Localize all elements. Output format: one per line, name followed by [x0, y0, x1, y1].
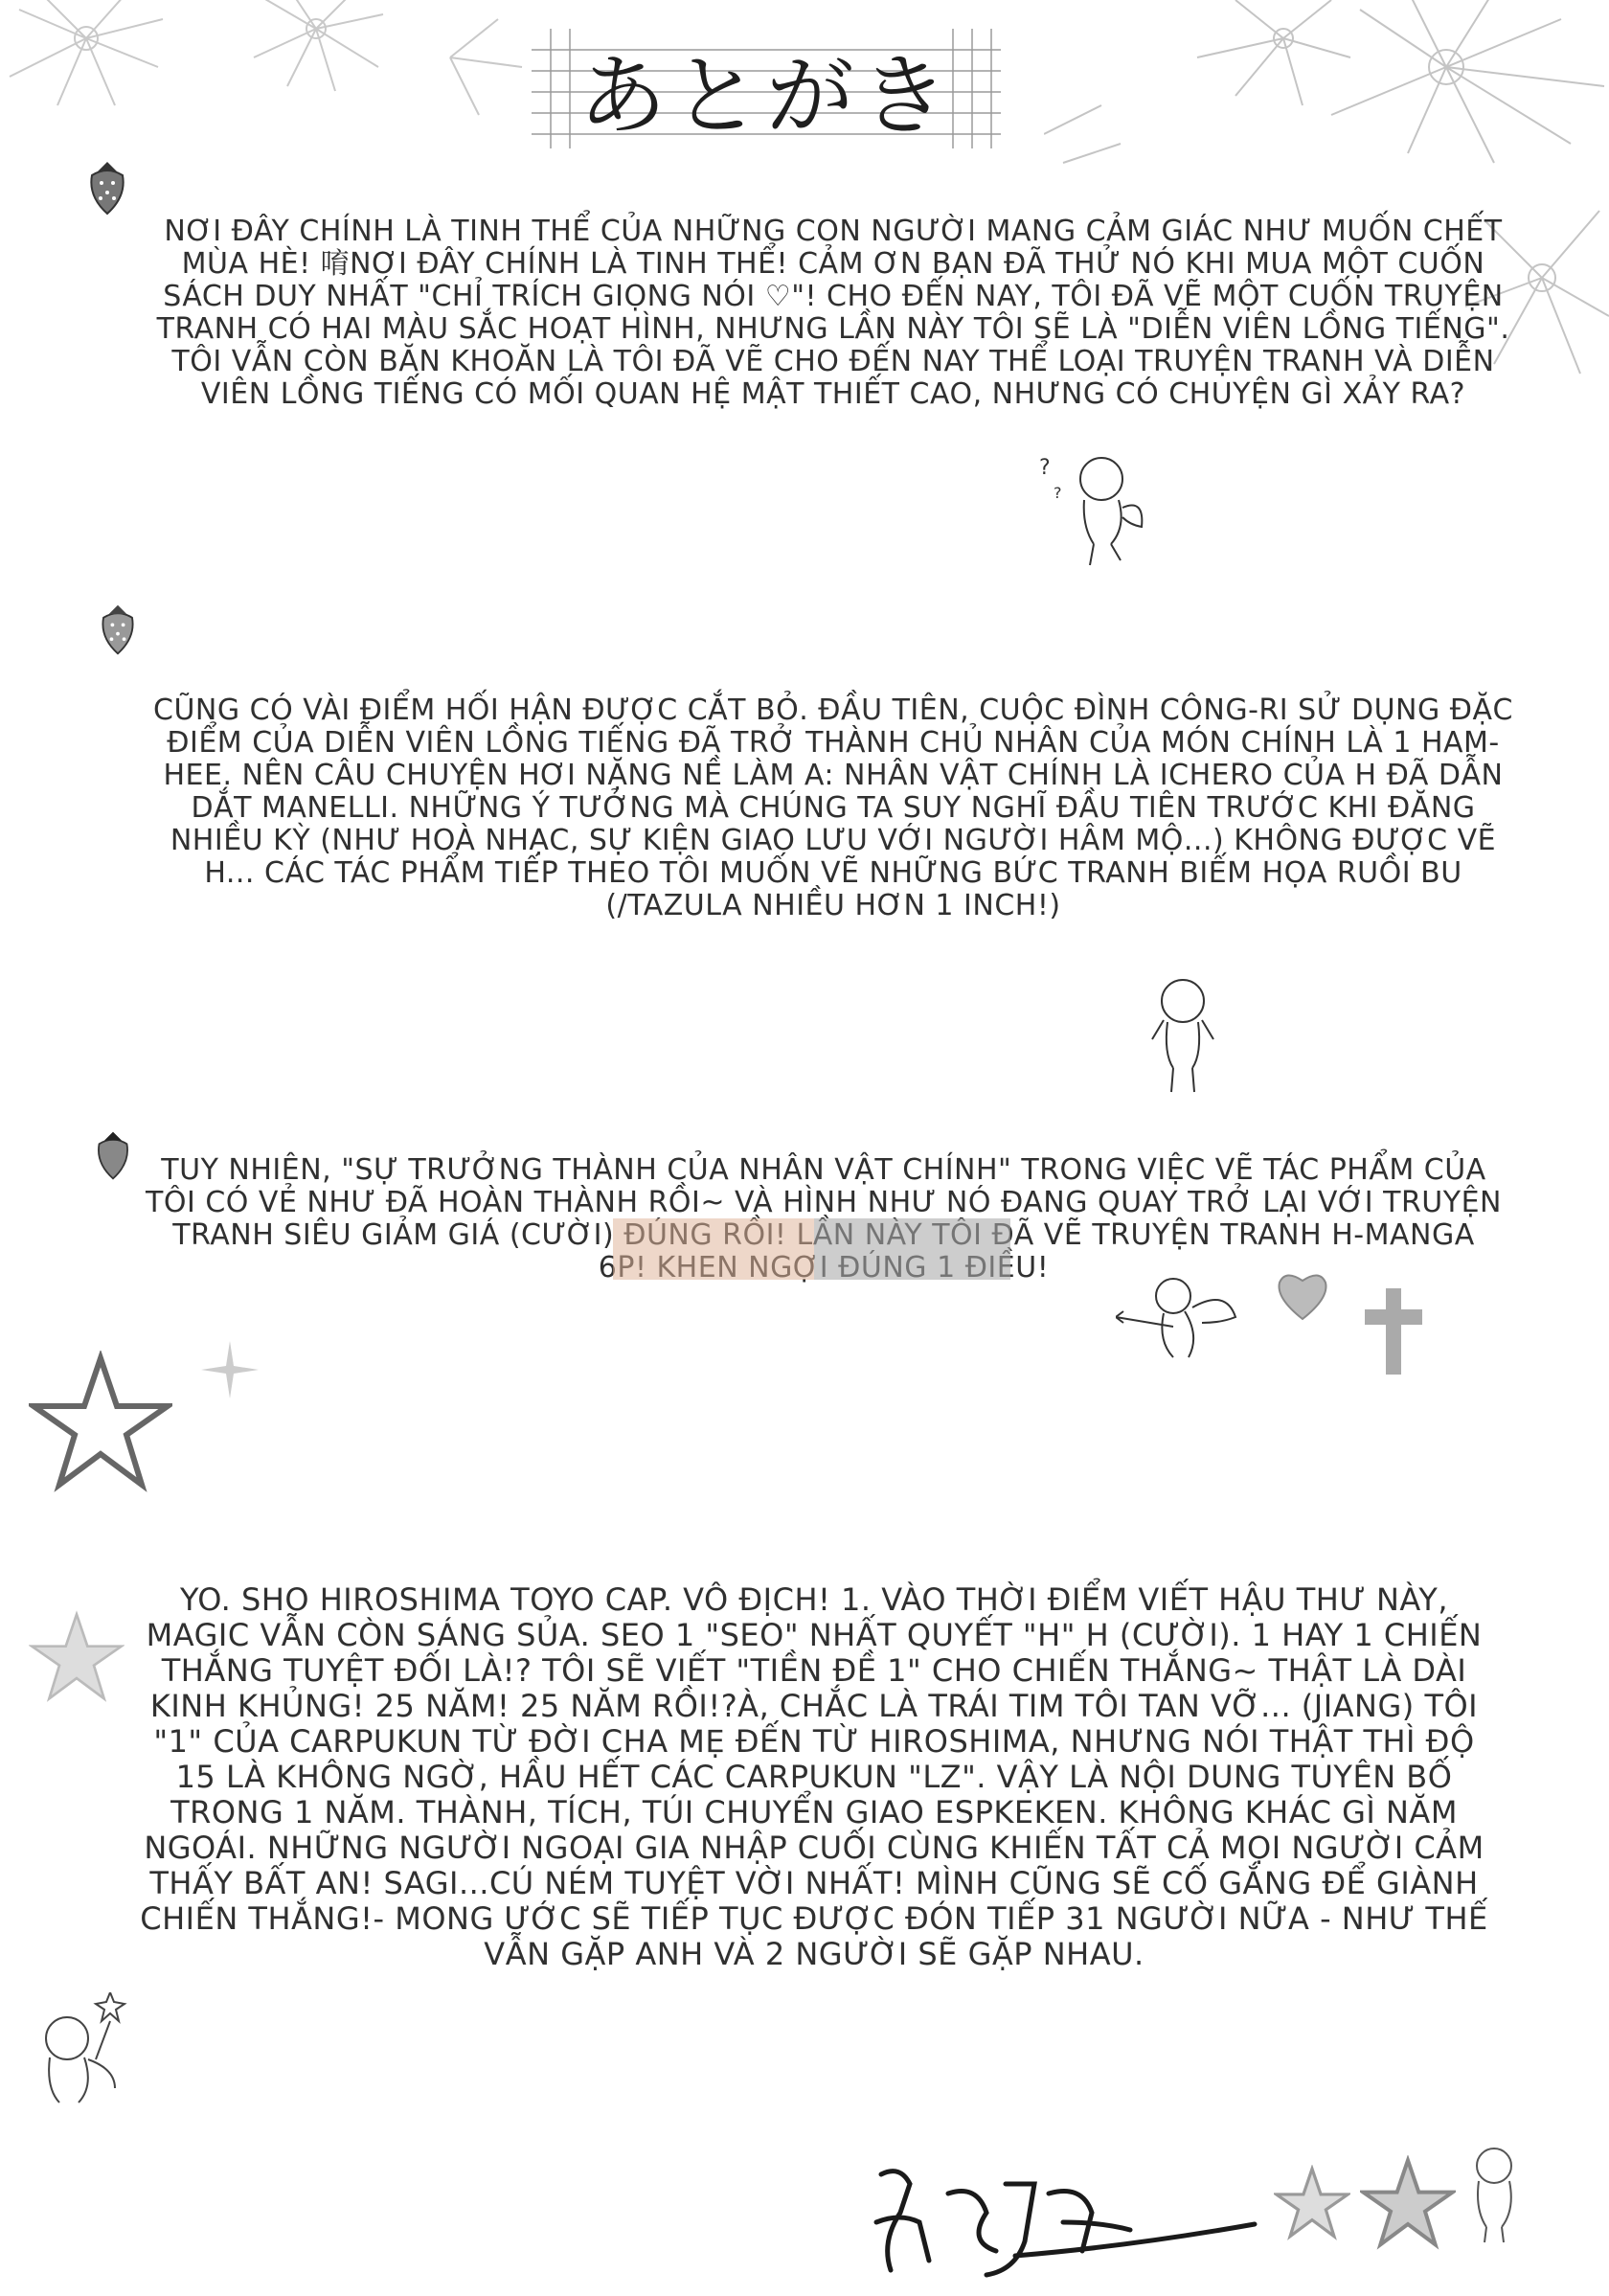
star-icon [29, 1351, 172, 1494]
star-icon [29, 1609, 125, 1705]
afterword-paragraph-4: YO. SHO HIROSHIMA TOYO CAP. VÔ ĐỊCH! 1. VÀO THỜI ĐIỂM VIẾT HẬU THƯ NÀY, MAGIC VẪN CÒN SÁNG SỦA. SEO 1 "SEO" NHẤT QUYẾT "H" H (CƯỜI). 1 HAY 1 CHIẾN THẮNG TUYỆT ĐỐI LÀ!? TÔI SẼ VIẾT "TIỀN ĐỀ 1" CHO CHIẾN THẮNG~ THẬT LÀ DÀI KINH KHỦNG! 25 NĂM! 25 NĂM RỒI!?À, CHẮC LÀ TRÁI TIM TÔI TAN VỠ... (JIANG) TÔI "1" CỦA CARPUKUN TỪ ĐỜI CHA MẸ ĐẾN TỪ HIROSHIMA, NHƯNG NÓI THẬT THÌ ĐỘ 15 LÀ KHÔNG NGỜ, HẦU HẾT CÁC CARPUKUN "LZ". VẬY LÀ NỘI DUNG TUYÊN BỐ TRONG 1 NĂM. THÀNH, TÍCH, TÚI CHUYỂN GIAO ESPKEKEN. KHÔNG KHÁC GÌ NĂM NGOÁI. NHỮNG NGƯỜI NGOẠI GIA NHẬP CUỐI CÙNG KHIẾN TẤT CẢ MỌI NGƯỜI CẢM THẤY BẤT AN! SAGI...CÚ NÉM TUYỆT VỜI NHẤT! MÌNH CŨNG SẼ CỐ GẮNG ĐỂ GIÀNH CHIẾN THẮNG!- MONG ƯỚC SẼ TIẾP TỤC ĐƯỢC ĐÓN TIẾP 31 NGƯỜI NỮA - NHƯ THẾ VẪN GẶP ANH VÀ 2 NGƯỜI SẼ GẶP NHAU. [140, 1581, 1488, 1972]
star-icon [1274, 2165, 1350, 2241]
afterword-paragraph-1: NƠI ĐÂY CHÍNH LÀ TINH THỂ CỦA NHỮNG CON NGƯỜI MANG CẢM GIÁC NHƯ MUỐN CHẾT MÙA HÈ! 唷NƠI ĐÂY CHÍNH LÀ TINH THỂ! CẢM ƠN BẠN ĐÃ THỬ NÓ KHI MUA MỘT CUỐN SÁCH DUY NHẤT "CHỈ TRÍCH GIỌNG NÓI ♡"! CHO ĐẾN NAY, TÔI ĐÃ VẼ MỘT CUỐN TRUYỆN TRANH CÓ HAI MÀU SẮC HOẠT HÌNH, NHƯNG LẦN NÀY TÔI SẼ LÀ "DIỄN VIÊN LỒNG TIẾNG". TÔI VẪN CÒN BĂN KHOĂN LÀ TÔI ĐÃ VẼ CHO ĐẾN NAY THỂ LOẠI TRUYỆN TRANH VÀ DIỄN VIÊN LỒNG TIẾNG CÓ MỐI QUAN HỆ MẬT THIẾT CAO, NHƯNG CÓ CHUYỆN GÌ XẢY RA? [156, 215, 1510, 411]
star-icon [1360, 2155, 1456, 2251]
title-plaque [532, 29, 1001, 148]
svg-text:?: ? [1054, 484, 1062, 502]
cupid-archer-icon [1116, 1269, 1250, 1375]
cupid-wand-icon [29, 1992, 134, 2117]
cupid-standing-icon [1144, 972, 1221, 1097]
flower-decoration-top-left [0, 0, 536, 172]
watermark-overlay [613, 1218, 1010, 1280]
sparkle-icon [201, 1341, 259, 1398]
cupid-small-icon [1456, 2141, 1532, 2246]
strawberry-icon [96, 602, 140, 657]
afterword-paragraph-2: CŨNG CÓ VÀI ĐIỂM HỐI HẬN ĐƯỢC CẮT BỎ. ĐẦU TIÊN, CUỘC ĐÌNH CÔNG-RI SỬ DỤNG ĐẶC ĐIỂM CỦA DIỄN VIÊN LỒNG TIẾNG ĐÃ TRỞ THÀNH CHỦ NHÂN CỦA MÓN CHÍNH LÀ 1 HAM-HEE. NÊN CÂU CHUYỆN HƠI NẶNG NỀ LÀM A: NHÂN VẬT CHÍNH LÀ ICHERO CỦA H ĐÃ DẪN DẮT MANELLI. NHỮNG Ý TƯỞNG MÀ CHÚNG TA SUY NGHĨ ĐẦU TIÊN TRƯỚC KHI ĐĂNG NHIỀU KỲ (NHƯ HOÀ NHẠC, SỰ KIỆN GIAO LƯU VỚI NGƯỜI HÂM MỘ...) KHÔNG ĐƯỢC VẼ H... CÁC TÁC PHẨM TIẾP THEO TÔI MUỐN VẼ NHỮNG BỨC TRANH BIẾM HỌA RUỒI BU (/TAZULA NHIỀU HƠN 1 INCH!) [153, 693, 1513, 922]
watermark-right [814, 1218, 1010, 1280]
page-title: あとがき [578, 44, 954, 148]
cross-icon [1365, 1288, 1422, 1375]
watermark-left [613, 1218, 814, 1280]
author-signature [843, 2155, 1264, 2289]
heart-icon [1274, 1269, 1331, 1321]
strawberry-icon [84, 158, 130, 217]
strawberry-icon [92, 1128, 134, 1182]
afterword-paragraph-3: TUY NHIÊN, "SỰ TRƯỞNG THÀNH CỦA NHÂN VẬT CHÍNH" TRONG VIỆC VẼ TÁC PHẨM CỦA TÔI CÓ VẺ NHƯ ĐÃ HOÀN THÀNH RỒI~ VÀ HÌNH NHƯ NÓ ĐANG QUAY TRỞ LẠI VỚI TRUYỆN TRANH SIÊU GIẢM GIÁ (CƯỜI) ĐÚNG RỒI! LẦN NÀY TÔI ĐÃ VẼ TRUYỆN TRANH H-MANGA 6P! KHEN NGỢI ĐÚNG 1 ĐIỀU! [146, 1153, 1502, 1284]
svg-text:?: ? [1039, 456, 1051, 480]
cupid-thinking-icon [1034, 441, 1149, 584]
